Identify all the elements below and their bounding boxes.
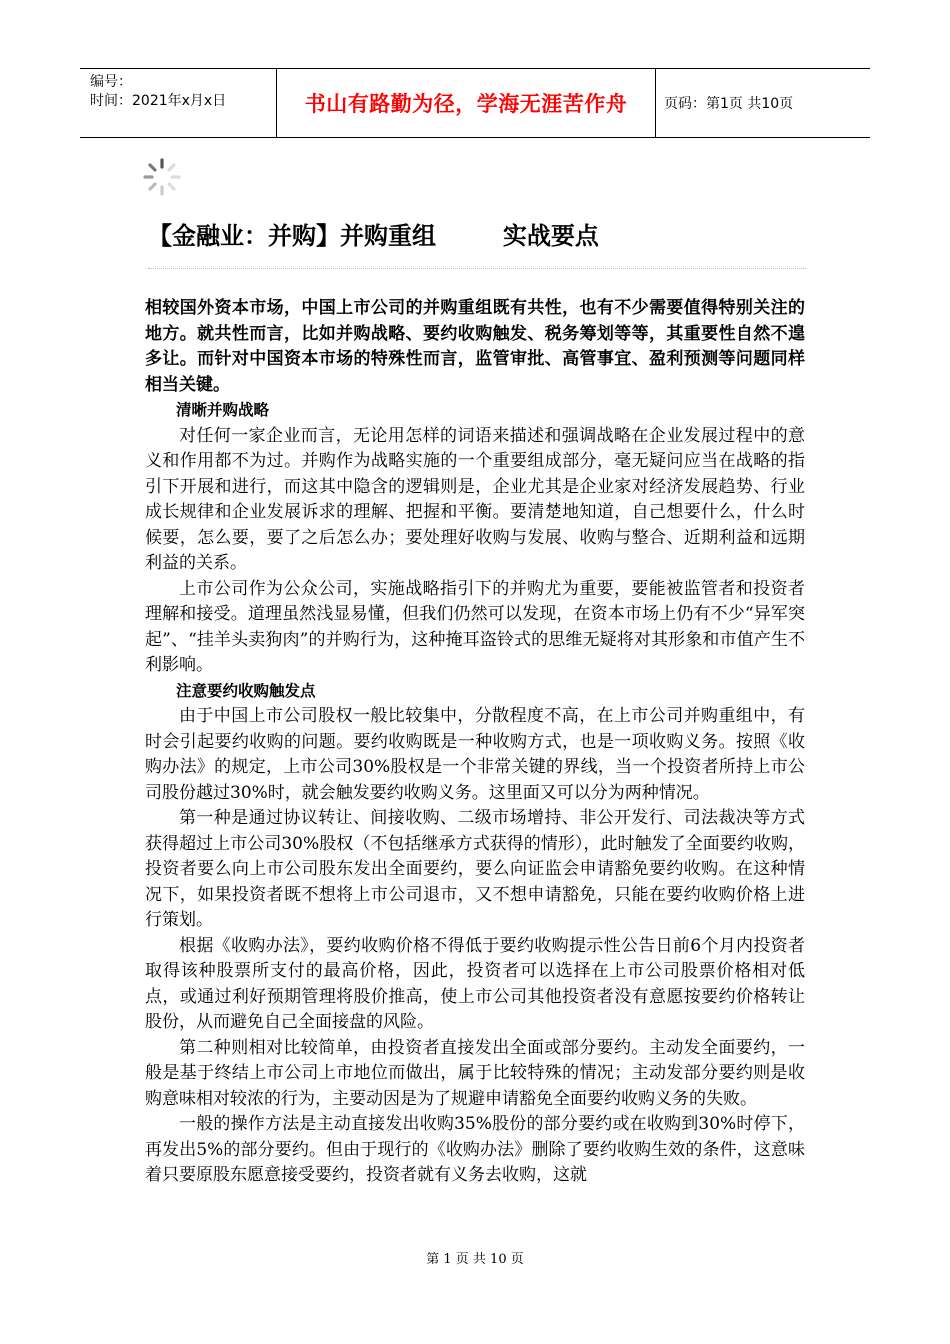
- document-header: [80, 68, 870, 138]
- article-body: [145, 296, 805, 1189]
- header-page-label: 页码：第1页 共10页: [664, 96, 794, 112]
- header-motto: 书山有路勤为径，学海无涯苦作舟: [277, 69, 656, 137]
- number-label: 编号：: [90, 74, 132, 90]
- paragraph: 第一种是通过协议转让、间接收购、二级市场增持、非公开发行、司法裁决等方式获得超过上市公司30%股权（不包括继承方式获得的情形），此时触发了全面要约收购，投资者要么向上市公司股东发出全面要约，要么向证监会申请豁免要约收购。在这种情况下，如果投资者既不想将上市公司退市，又不想申请豁免，只能在要约收购价格上进行策划。: [145, 808, 805, 930]
- section-heading-strategy: 清晰并购战略: [176, 401, 270, 419]
- paragraph: 根据《收购办法》，要约收购价格不得低于要约收购提示性公告日前6个月内投资者取得该种股票所支付的最高价格，因此，投资者可以选择在上市公司股票价格相对低点，或通过利好预期管理将股价推高，使上市公司其他投资者没有意愿按要约价格转让股份，从而避免自己全面接盘的风险。: [145, 935, 805, 1032]
- intro-paragraph: 相较国外资本市场，中国上市公司的并购重组既有共性，也有不少需要值得特别关注的地方。就共性而言，比如并购战略、要约收购触发、税务筹划等等，其重要性自然不遑多让。而针对中国资本市场的特殊性而言，监管审批、高管事宜、盈利预测等问题同样相当关键。: [145, 298, 805, 395]
- paragraph: 上市公司作为公众公司，实施战略指引下的并购尤为重要，要能被监管者和投资者理解和接受。道理虽然浅显易懂，但我们仍然可以发现，在资本市场上仍有不少“异军突起”、“挂羊头卖狗肉”的并购行为，这种掩耳盗铃式的思维无疑将对其形象和市值产生不利影响。: [145, 578, 805, 675]
- paragraph: 由于中国上市公司股权一般比较集中，分散程度不高，在上市公司并购重组中，有时会引起要约收购的问题。要约收购既是一种收购方式，也是一项收购义务。按照《收购办法》的规定，上市公司30%股权是一个非常关键的界线，当一个投资者所持上市公司股份越过30%时，就会触发要约收购义务。这里面又可以分为两种情况。: [145, 706, 805, 803]
- section-heading-tender-offer: 注意要约收购触发点: [176, 681, 316, 700]
- paragraph: 一般的操作方法是主动直接发出收购35%股份的部分要约或在收购到30%时停下，再发出5%的部分要约。但由于现行的《收购办法》删除了要约收购生效的条件，这意味着只要原股东愿意接受要约，投资者就有义务去收购，这就: [145, 1114, 805, 1185]
- header-meta: [80, 69, 277, 137]
- paragraph: 第二种则相对比较简单，由投资者直接发出全面或部分要约。主动发全面要约，一般是基于终结上市公司上市地位而做出，属于比较特殊的情况；主动发部分要约则是收购意味相对较浓的行为，主要动因是为了规避申请豁免全面要约收购义务的失败。: [145, 1037, 805, 1109]
- paragraph: 对任何一家企业而言，无论用怎样的词语来描述和强调战略在企业发展过程中的意义和作用都不为过。并购作为战略实施的一个重要组成部分，毫无疑问应当在战略的指引下开展和进行，而这其中隐含的逻辑则是，企业尤其是企业家对经济发展趋势、行业成长规律和企业发展诉求的理解、把握和平衡。要清楚地知道，自己想要什么，什么时候要，怎么要，要了之后怎么办；要处理好收购与发展、收购与整合、近期利益和远期利益的关系。: [145, 425, 805, 573]
- time-label: 时间：2021年x月x日: [90, 93, 227, 109]
- title-divider: [148, 268, 806, 269]
- page-footer: 第 1 页 共 10 页: [426, 1252, 524, 1267]
- article-title: 【金融业：并购】并购重组 实战要点: [148, 222, 599, 250]
- loading-spinner-icon: [142, 157, 182, 197]
